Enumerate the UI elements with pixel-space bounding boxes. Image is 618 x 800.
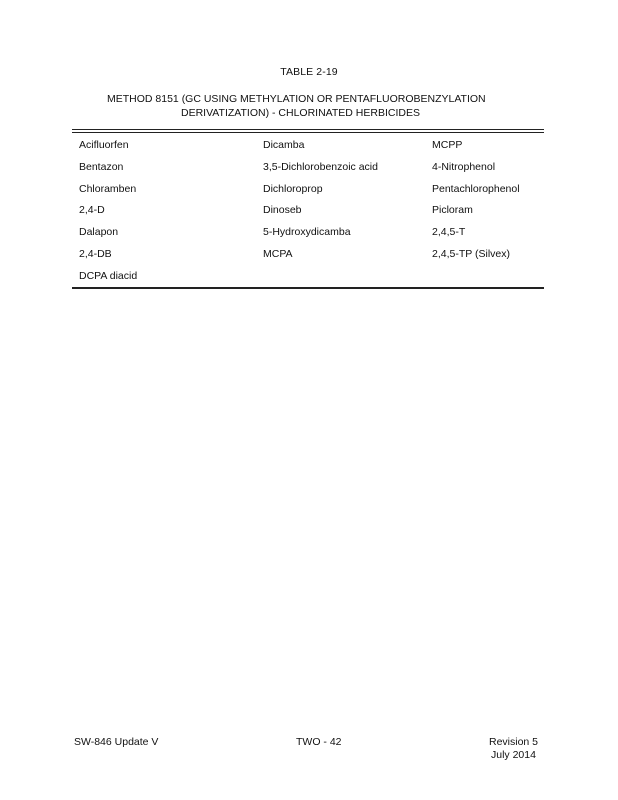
table-cell: 3,5-Dichlorobenzoic acid <box>263 160 378 173</box>
table-cell: 2,4,5-T <box>432 226 466 239</box>
caption-line-2: DERIVATIZATION) - CHLORINATED HERBICIDES <box>181 107 420 119</box>
table-cell: Pentachlorophenol <box>432 182 520 195</box>
table-cell: Dalapon <box>79 226 119 239</box>
table-row <box>79 139 539 161</box>
table-cell: Dicamba <box>263 139 305 151</box>
table-cell: 5-Hydroxydicamba <box>263 226 351 239</box>
table-row <box>79 161 539 183</box>
table-cell: Dichloroprop <box>263 182 323 195</box>
table-top-rule-double <box>72 132 544 133</box>
caption-line-1: METHOD 8151 (GC USING METHYLATION OR PENTAFLUOROBENZYLATION <box>107 93 486 105</box>
footer-document-id: SW-846 Update V <box>74 736 159 748</box>
table-cell: DCPA diacid <box>79 269 138 282</box>
table-cell: Acifluorfen <box>79 139 129 151</box>
table-cell: Dinoseb <box>263 204 302 217</box>
herbicide-table <box>79 139 539 292</box>
table-title: TABLE 2-19 <box>280 66 338 78</box>
footer-date: July 2014 <box>491 749 536 761</box>
footer-page-number: TWO - 42 <box>296 736 342 748</box>
table-row <box>79 248 539 270</box>
footer-revision: Revision 5 <box>489 736 539 748</box>
table-row <box>79 204 539 226</box>
table-cell: MCPA <box>263 247 293 260</box>
table-cell: 2,4-DB <box>79 247 112 260</box>
table-cell: Chloramben <box>79 182 137 195</box>
table-cell: 2,4,5-TP (Silvex) <box>432 247 510 260</box>
table-cell: 4-Nitrophenol <box>432 160 496 173</box>
table-cell: MCPP <box>432 139 463 151</box>
table-bottom-rule <box>72 287 544 289</box>
table-cell: 2,4-D <box>79 204 105 217</box>
table-cell: Picloram <box>432 204 473 217</box>
table-row <box>79 183 539 205</box>
table-row <box>79 226 539 248</box>
table-cell: Bentazon <box>79 160 124 173</box>
table-top-rule <box>72 129 544 130</box>
